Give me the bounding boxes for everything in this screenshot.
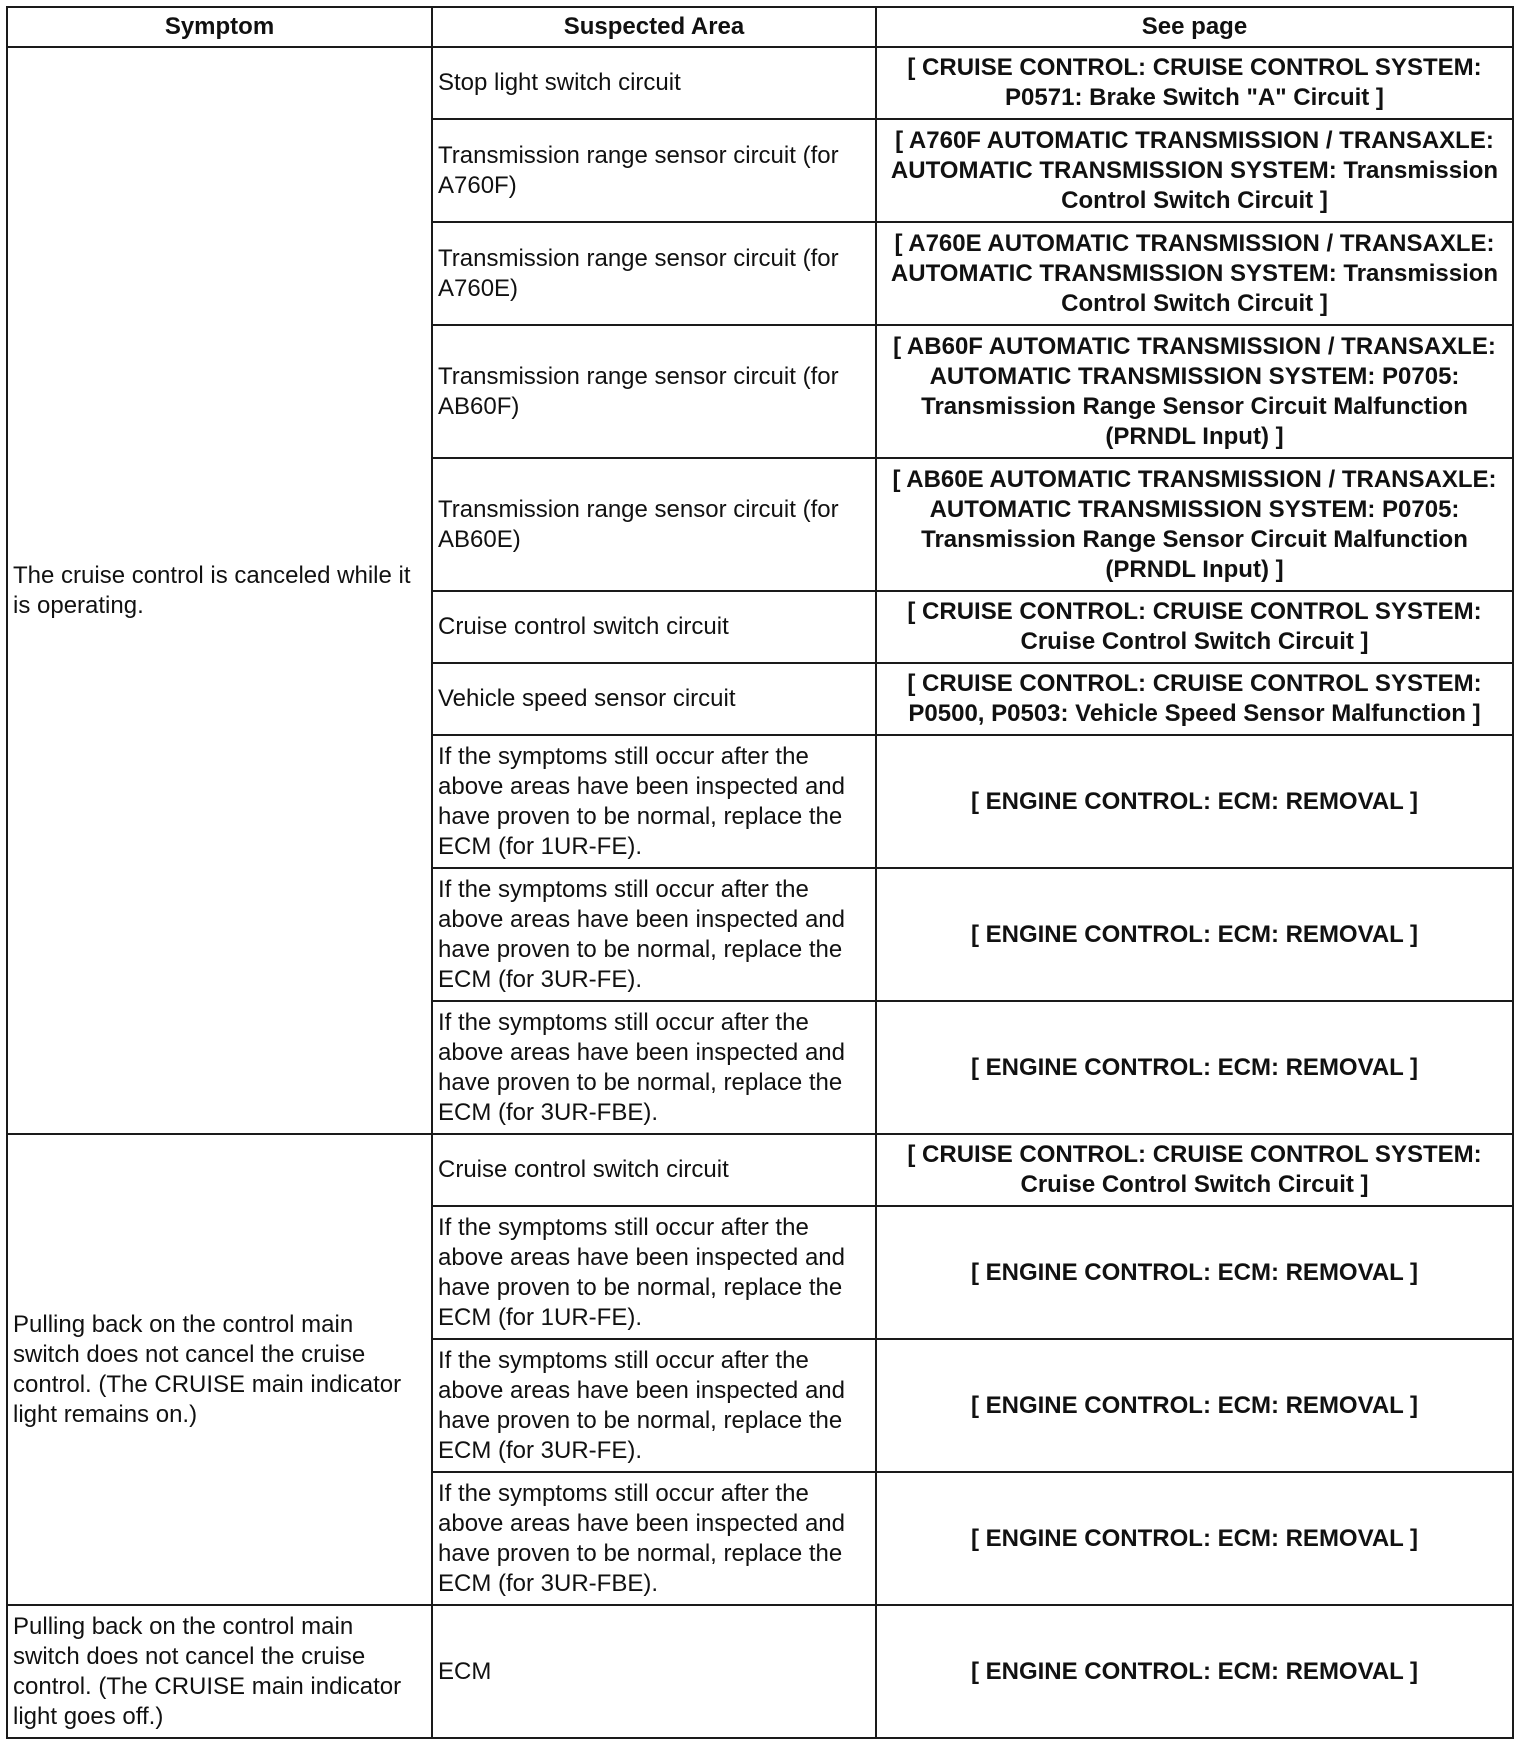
table-row <box>7 47 1513 119</box>
symptom-cell: Pulling back on the control main switch does not cancel the cruise control. (The CRUISE main indicator light goes off.) <box>7 1605 432 1738</box>
see-page-cell: [ AB60E AUTOMATIC TRANSMISSION / TRANSAXLE: AUTOMATIC TRANSMISSION SYSTEM: P0705: Transmission Range Sensor Circuit Malfunction (PRNDL Input) ] <box>876 458 1513 591</box>
suspected-area-cell: ECM <box>432 1605 876 1738</box>
header-row <box>7 7 1513 47</box>
suspected-area-cell: If the symptoms still occur after the above areas have been inspected and have proven to be normal, replace the ECM (for 3UR-FE). <box>432 1339 876 1472</box>
see-page-cell: [ CRUISE CONTROL: CRUISE CONTROL SYSTEM: P0571: Brake Switch "A" Circuit ] <box>876 47 1513 119</box>
suspected-area-cell: Cruise control switch circuit <box>432 591 876 663</box>
see-page-cell: [ CRUISE CONTROL: CRUISE CONTROL SYSTEM: Cruise Control Switch Circuit ] <box>876 1134 1513 1206</box>
suspected-area-cell: If the symptoms still occur after the above areas have been inspected and have proven to be normal, replace the ECM (for 3UR-FBE). <box>432 1472 876 1605</box>
see-page-cell: [ ENGINE CONTROL: ECM: REMOVAL ] <box>876 1339 1513 1472</box>
see-page-cell: [ ENGINE CONTROL: ECM: REMOVAL ] <box>876 1001 1513 1134</box>
see-page-cell: [ ENGINE CONTROL: ECM: REMOVAL ] <box>876 868 1513 1001</box>
column-header-symptom: Symptom <box>7 7 432 47</box>
suspected-area-cell: Transmission range sensor circuit (for AB60F) <box>432 325 876 458</box>
see-page-cell: [ AB60F AUTOMATIC TRANSMISSION / TRANSAXLE: AUTOMATIC TRANSMISSION SYSTEM: P0705: Transmission Range Sensor Circuit Malfunction (PRNDL Input) ] <box>876 325 1513 458</box>
see-page-cell: [ ENGINE CONTROL: ECM: REMOVAL ] <box>876 1605 1513 1738</box>
see-page-cell: [ A760F AUTOMATIC TRANSMISSION / TRANSAXLE: AUTOMATIC TRANSMISSION SYSTEM: Transmission Control Switch Circuit ] <box>876 119 1513 222</box>
suspected-area-cell: If the symptoms still occur after the above areas have been inspected and have proven to be normal, replace the ECM (for 1UR-FE). <box>432 735 876 868</box>
suspected-area-cell: Vehicle speed sensor circuit <box>432 663 876 735</box>
symptom-cell: The cruise control is canceled while it is operating. <box>7 47 432 1134</box>
table-row <box>7 1605 1513 1738</box>
troubleshooting-table <box>6 6 1514 1739</box>
suspected-area-cell: Transmission range sensor circuit (for AB60E) <box>432 458 876 591</box>
troubleshooting-table-wrapper <box>6 6 1514 1739</box>
suspected-area-cell: If the symptoms still occur after the above areas have been inspected and have proven to be normal, replace the ECM (for 1UR-FE). <box>432 1206 876 1339</box>
see-page-cell: [ ENGINE CONTROL: ECM: REMOVAL ] <box>876 1472 1513 1605</box>
suspected-area-cell: Transmission range sensor circuit (for A760E) <box>432 222 876 325</box>
suspected-area-cell: Stop light switch circuit <box>432 47 876 119</box>
table-row <box>7 1134 1513 1206</box>
symptom-cell: Pulling back on the control main switch does not cancel the cruise control. (The CRUISE main indicator light remains on.) <box>7 1134 432 1605</box>
see-page-cell: [ A760E AUTOMATIC TRANSMISSION / TRANSAXLE: AUTOMATIC TRANSMISSION SYSTEM: Transmission Control Switch Circuit ] <box>876 222 1513 325</box>
column-header-suspected-area: Suspected Area <box>432 7 876 47</box>
column-header-see-page: See page <box>876 7 1513 47</box>
suspected-area-cell: If the symptoms still occur after the above areas have been inspected and have proven to be normal, replace the ECM (for 3UR-FBE). <box>432 1001 876 1134</box>
suspected-area-cell: If the symptoms still occur after the above areas have been inspected and have proven to be normal, replace the ECM (for 3UR-FE). <box>432 868 876 1001</box>
see-page-cell: [ CRUISE CONTROL: CRUISE CONTROL SYSTEM: Cruise Control Switch Circuit ] <box>876 591 1513 663</box>
see-page-cell: [ ENGINE CONTROL: ECM: REMOVAL ] <box>876 735 1513 868</box>
see-page-cell: [ CRUISE CONTROL: CRUISE CONTROL SYSTEM: P0500, P0503: Vehicle Speed Sensor Malfunction ] <box>876 663 1513 735</box>
suspected-area-cell: Transmission range sensor circuit (for A760F) <box>432 119 876 222</box>
see-page-cell: [ ENGINE CONTROL: ECM: REMOVAL ] <box>876 1206 1513 1339</box>
suspected-area-cell: Cruise control switch circuit <box>432 1134 876 1206</box>
